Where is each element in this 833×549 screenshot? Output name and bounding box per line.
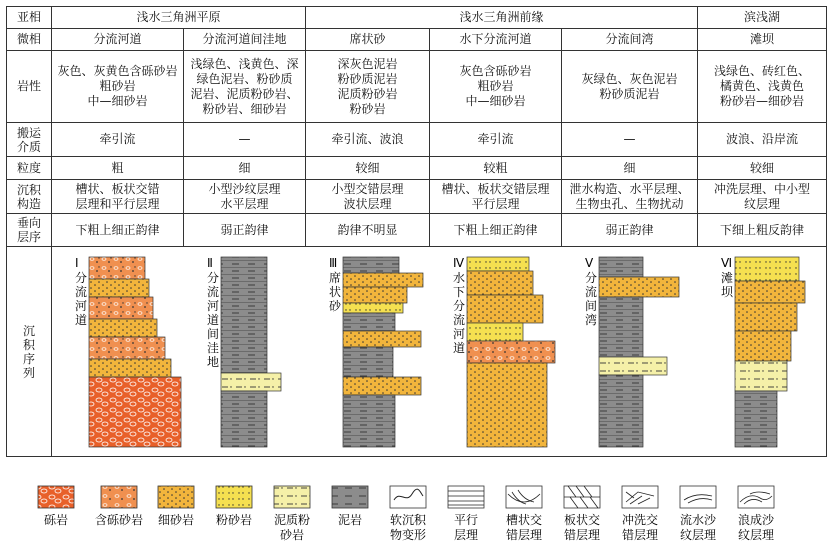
transport-cell-4: 牵引流 — [430, 123, 562, 157]
row-label-structure: 沉积 构造 — [7, 180, 52, 214]
legend-item-wave-ripple — [738, 486, 775, 542]
column-label-char: 间 — [584, 299, 597, 313]
column-label-char: 洼 — [206, 341, 219, 355]
column-number-4: Ⅳ — [452, 256, 464, 270]
bed-1-6 — [89, 359, 171, 377]
bed-3-6 — [343, 331, 421, 347]
bed-3-4 — [343, 303, 403, 313]
bed-1-7 — [89, 377, 181, 447]
column-label-char: 滩 — [720, 271, 733, 285]
pebbly-sandstone-swatch-icon — [101, 486, 137, 508]
svg-text:浪成沙: 浪成沙 — [737, 513, 775, 527]
bed-5-5 — [599, 375, 643, 447]
conglomerate-swatch-icon — [38, 486, 74, 508]
sequence-column-4 — [453, 256, 555, 447]
svg-text:软沉积: 软沉积 — [389, 513, 427, 527]
muddy-siltstone-swatch-icon — [274, 486, 310, 508]
column-number-1: Ⅰ — [74, 256, 79, 270]
column-label-char: 流 — [584, 285, 597, 299]
column-label-char: 砂 — [328, 299, 341, 313]
column-number-3: Ⅲ — [328, 256, 337, 270]
grain-cell-2: 细 — [184, 157, 306, 180]
legend-item-parallel-bedding — [448, 486, 484, 542]
bed-3-3 — [343, 287, 407, 303]
column-number-2: Ⅱ — [206, 256, 213, 270]
row-label-sequence: 沉 积 序 列 — [7, 247, 52, 457]
svg-text:流水沙: 流水沙 — [679, 513, 717, 527]
grain-cell-1: 粗 — [52, 157, 184, 180]
subfacies-shore-lake: 滨浅湖 — [698, 7, 827, 29]
microfacies-5: 分流间湾 — [562, 29, 698, 51]
transport-cell-1: 牵引流 — [52, 123, 184, 157]
svg-text:冲洗交: 冲洗交 — [621, 513, 659, 527]
sequence-columns-cell — [52, 247, 827, 457]
bed-1-5 — [89, 337, 165, 359]
sequence-columns-drawing — [53, 247, 826, 452]
legend-item-current-ripple — [680, 486, 717, 542]
rhythm-cell-6: 下细上粗反韵律 — [698, 214, 827, 247]
column-number-6: Ⅵ — [720, 256, 732, 270]
bed-1-1 — [89, 257, 145, 279]
transport-cell-3: 牵引流、波浪 — [306, 123, 430, 157]
bed-5-2 — [599, 277, 679, 297]
legend-item-tabular-cross — [564, 486, 600, 542]
facies-table — [6, 6, 827, 457]
legend-item-mudstone — [332, 486, 368, 527]
svg-text:砂岩: 砂岩 — [279, 528, 305, 542]
row-label-microfacies: 微相 — [7, 29, 52, 51]
legend-item-conglomerate — [38, 486, 74, 527]
structure-cell-1: 槽状、板状交错 层理和平行层理 — [52, 180, 184, 214]
bed-3-8 — [343, 377, 421, 395]
bed-6-3 — [735, 303, 797, 331]
bed-6-5 — [735, 361, 787, 391]
bed-5-1 — [599, 257, 643, 277]
grain-cell-4: 较粗 — [430, 157, 562, 180]
bed-6-4 — [735, 331, 791, 361]
bed-1-2 — [89, 279, 149, 297]
row-label-lithology: 岩性 — [7, 51, 52, 123]
column-label-char: 地 — [206, 355, 219, 369]
microfacies-3: 席状砂 — [306, 29, 430, 51]
microfacies-6: 滩坝 — [698, 29, 827, 51]
bed-3-2 — [343, 273, 423, 287]
grain-cell-6: 较细 — [698, 157, 827, 180]
rhythm-cell-3: 韵律不明显 — [306, 214, 430, 247]
lithology-cell-5: 灰绿色、灰色泥岩 粉砂质泥岩 — [562, 51, 698, 123]
grain-cell-3: 较细 — [306, 157, 430, 180]
transport-cell-2: — — [184, 123, 306, 157]
subfacies-delta-front: 浅水三角洲前缘 — [306, 7, 698, 29]
column-label-char: 流 — [452, 313, 465, 327]
column-label-char: 道 — [206, 313, 219, 327]
rhythm-cell-2: 弱正韵律 — [184, 214, 306, 247]
legend-item-siltstone — [216, 486, 252, 527]
bed-4-6 — [467, 363, 547, 447]
column-label-char: 流 — [74, 285, 87, 299]
svg-text:物变形: 物变形 — [389, 528, 427, 542]
svg-text:泥质粉: 泥质粉 — [273, 513, 311, 527]
lithology-cell-3: 深灰色泥岩 粉砂质泥岩 泥质粉砂岩 粉砂岩 — [306, 51, 430, 123]
bed-1-3 — [89, 297, 153, 319]
bed-3-7 — [343, 347, 393, 377]
svg-text:粉砂岩: 粉砂岩 — [215, 513, 253, 527]
svg-text:板状交: 板状交 — [563, 513, 601, 527]
structure-cell-6: 冲洗层理、中小型 纹层理 — [698, 180, 827, 214]
structure-cell-5: 泄水构造、水平层理、 生物虫孔、生物扰动 — [562, 180, 698, 214]
svg-text:层理: 层理 — [453, 528, 479, 542]
bed-4-3 — [467, 295, 543, 323]
column-label-char: 河 — [74, 299, 87, 313]
bed-2-2 — [221, 373, 281, 391]
sequence-column-3 — [329, 256, 423, 447]
rhythm-cell-1: 下粗上细正韵律 — [52, 214, 184, 247]
lithology-cell-1: 灰色、灰黄色含砾砂岩 粗砂岩 中—细砂岩 — [52, 51, 184, 123]
row-label-grain: 粒度 — [7, 157, 52, 180]
rhythm-cell-4: 下粗上细正韵律 — [430, 214, 562, 247]
svg-text:平行: 平行 — [453, 513, 479, 527]
bed-6-2 — [735, 281, 805, 303]
lithology-cell-4: 灰色含砾砂岩 粗砂岩 中—细砂岩 — [430, 51, 562, 123]
row-label-subfacies: 亚相 — [7, 7, 52, 29]
fine-sandstone-swatch-icon — [158, 486, 194, 508]
structure-cell-3: 小型交错层理 波状层理 — [306, 180, 430, 214]
microfacies-2: 分流河道间洼地 — [184, 29, 306, 51]
column-label-char: 河 — [206, 299, 219, 313]
mudstone-swatch-icon — [332, 486, 368, 508]
column-label-char: 分 — [584, 271, 597, 285]
column-label-char: 间 — [206, 327, 219, 341]
rhythm-cell-5: 弱正韵律 — [562, 214, 698, 247]
bed-2-1 — [221, 257, 267, 373]
bed-1-4 — [89, 319, 157, 337]
microfacies-4: 水下分流河道 — [430, 29, 562, 51]
bed-3-5 — [343, 313, 395, 331]
column-label-char: 湾 — [584, 313, 597, 327]
structure-cell-2: 小型沙纹层理 水平层理 — [184, 180, 306, 214]
column-label-char: 分 — [206, 271, 219, 285]
bed-4-1 — [467, 257, 529, 271]
column-label-char: 席 — [328, 271, 341, 285]
column-number-5: Ⅴ — [584, 256, 593, 270]
column-label-char: 水 — [452, 271, 465, 285]
column-label-char: 河 — [452, 327, 465, 341]
legend-item-muddy-siltstone — [274, 486, 310, 542]
sequence-column-5 — [585, 256, 679, 447]
legend-item-soft-deformation — [390, 486, 427, 542]
column-label-char: 分 — [74, 271, 87, 285]
column-label-char: 坝 — [720, 285, 733, 299]
bed-5-4 — [599, 357, 667, 375]
bed-4-5 — [467, 341, 555, 363]
sequence-column-6 — [721, 256, 805, 447]
legend — [6, 484, 826, 546]
bed-6-6 — [735, 391, 777, 447]
legend-item-swash-cross — [622, 486, 658, 542]
legend-item-pebbly-sandstone — [95, 486, 143, 527]
column-label-char: 分 — [452, 299, 465, 313]
transport-cell-6: 波浪、沿岸流 — [698, 123, 827, 157]
legend-item-fine-sandstone — [158, 486, 194, 527]
bed-5-3 — [599, 297, 643, 357]
lithology-cell-2: 浅绿色、浅黄色、深 绿色泥岩、粉砂质 泥岩、泥质粉砂岩、 粉砂岩、细砂岩 — [184, 51, 306, 123]
column-label-char: 下 — [452, 285, 465, 299]
svg-text:槽状交: 槽状交 — [505, 513, 543, 527]
column-label-char: 道 — [74, 313, 87, 327]
svg-text:错层理: 错层理 — [563, 528, 601, 542]
svg-text:纹层理: 纹层理 — [679, 528, 717, 542]
bed-2-3 — [221, 391, 267, 447]
structure-cell-4: 槽状、板状交错层理 平行层理 — [430, 180, 562, 214]
bed-3-1 — [343, 257, 399, 273]
column-label-char: 流 — [206, 285, 219, 299]
transport-cell-5: — — [562, 123, 698, 157]
siltstone-swatch-icon — [216, 486, 252, 508]
grain-cell-5: 细 — [562, 157, 698, 180]
row-label-transport: 搬运 介质 — [7, 123, 52, 157]
row-label-rhythm: 垂向 层序 — [7, 214, 52, 247]
sequence-column-2 — [207, 256, 281, 447]
sequence-column-1 — [75, 256, 181, 447]
svg-text:纹层理: 纹层理 — [737, 528, 775, 542]
bed-4-2 — [467, 271, 533, 295]
microfacies-1: 分流河道 — [52, 29, 184, 51]
subfacies-delta-plain: 浅水三角洲平原 — [52, 7, 306, 29]
svg-text:错层理: 错层理 — [505, 528, 543, 542]
svg-text:细砂岩: 细砂岩 — [157, 513, 195, 527]
svg-text:错层理: 错层理 — [621, 528, 659, 542]
svg-text:含砾砂岩: 含砾砂岩 — [94, 513, 144, 527]
svg-text:泥岩: 泥岩 — [337, 513, 363, 527]
lithology-cell-6: 浅绿色、砖红色、 橘黄色、浅黄色 粉砂岩—细砂岩 — [698, 51, 827, 123]
bed-4-4 — [467, 323, 523, 341]
column-label-char: 道 — [452, 341, 465, 355]
bed-3-9 — [343, 395, 395, 447]
svg-text:砾岩: 砾岩 — [43, 513, 69, 527]
bed-6-1 — [735, 257, 799, 281]
legend-item-trough-cross — [506, 486, 542, 542]
column-label-char: 状 — [328, 285, 341, 299]
